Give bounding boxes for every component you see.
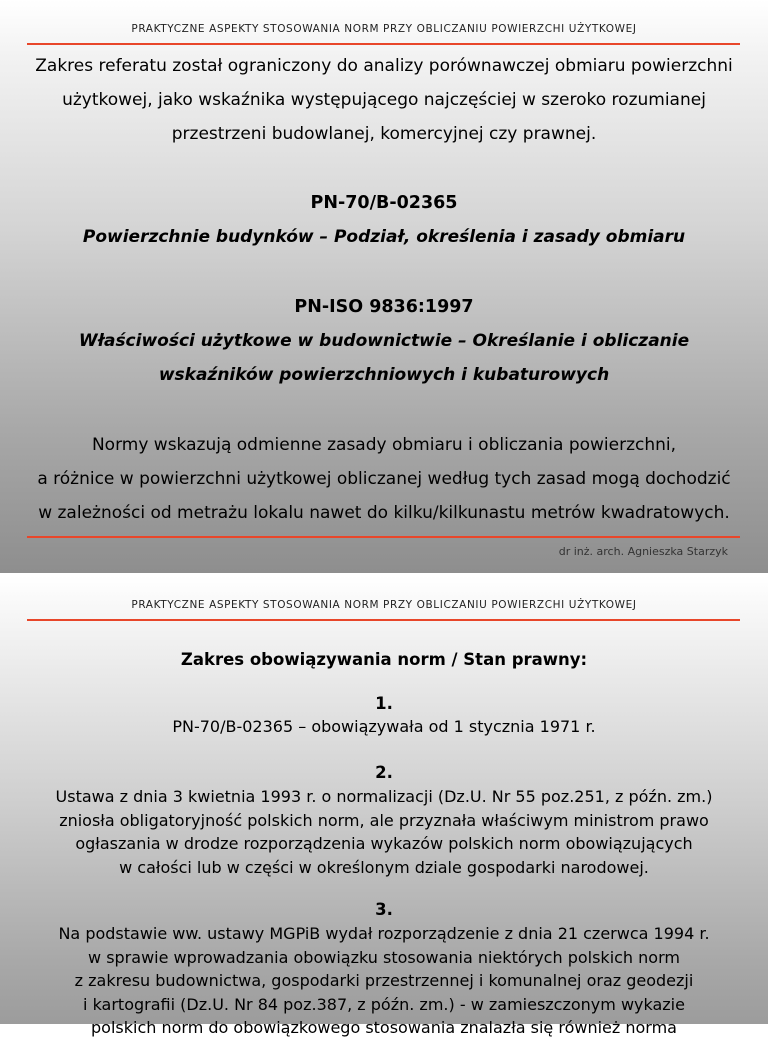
author-credit: dr inż. arch. Agnieszka Starzyk <box>558 545 728 558</box>
item-3-text <box>0 922 768 1040</box>
norm-2-title-line: wskaźników powierzchniowych i kubaturowych <box>158 365 610 385</box>
item-3-line: i kartografii (Dz.U. Nr 84 poz.387, z późn. zm.) - w zamieszczonym wykazie <box>83 994 685 1014</box>
item-1-line: PN-70/B-02365 – obowiązywała od 1 stycznia 1971 r. <box>172 717 596 736</box>
norm-2-code: PN-ISO 9836:1997 <box>294 297 474 317</box>
norm-1-title: Powierzchnie budynków – Podział, określenia i zasady obmiaru <box>82 227 686 247</box>
closing-line: Normy wskazują odmienne zasady obmiaru i obliczania powierzchni, <box>91 435 677 455</box>
closing-line: w zależności od metrażu lokalu nawet do kilku/kilkunastu metrów kwadratowych. <box>38 503 730 523</box>
slide-header: PRAKTYCZNE ASPEKTY STOSOWANIA NORM PRZY OBLICZANIU POWIERZCHI UŻYTKOWEJ <box>131 599 637 611</box>
item-2-text <box>0 785 768 879</box>
item-3-line: polskich norm do obowiązkowego stosowania znalazła się również norma <box>91 1018 677 1037</box>
item-3-line: w sprawie wprowadzania obowiązku stosowania niektórych polskich norm <box>88 947 680 967</box>
item-1-text <box>0 715 768 739</box>
item-3-line: Na podstawie ww. ustawy MGPiB wydał rozporządzenie z dnia 21 czerwca 1994 r. <box>58 924 710 943</box>
intro-line: Zakres referatu został ograniczony do analizy porównawczej obmiaru powierzchni <box>35 56 733 76</box>
intro-paragraph <box>0 49 768 151</box>
item-2-number: 2. <box>375 763 393 782</box>
slide-2 <box>0 576 768 1037</box>
norm-1-code: PN-70/B-02365 <box>310 193 458 213</box>
norm-2-title-line: Właściwości użytkowe w budownictwie – Określanie i obliczanie <box>78 331 690 351</box>
section-title: Zakres obowiązywania norm / Stan prawny: <box>180 650 588 669</box>
header-divider <box>27 43 740 45</box>
intro-line: użytkowej, jako wskaźnika występującego najczęściej w szeroko rozumianej <box>62 90 706 110</box>
intro-line: przestrzeni budowlanej, komercyjnej czy prawnej. <box>171 124 597 144</box>
item-1-number: 1. <box>375 694 393 713</box>
item-3-line: z zakresu budownictwa, gospodarki przestrzennej i komunalnej oraz geodezji <box>74 971 694 990</box>
item-2-line: ogłaszania w drodze rozporządzenia wykazów polskich norm obowiązujących <box>75 834 693 853</box>
slide-header: PRAKTYCZNE ASPEKTY STOSOWANIA NORM PRZY OBLICZANIU POWIERZCHI UŻYTKOWEJ <box>131 23 637 35</box>
item-3-number: 3. <box>375 900 393 919</box>
norm-2-title <box>0 324 768 392</box>
header-divider <box>27 619 740 621</box>
closing-paragraph <box>0 428 768 530</box>
item-2-line: Ustawa z dnia 3 kwietnia 1993 r. o normalizacji (Dz.U. Nr 55 poz.251, z późn. zm.) <box>55 787 713 806</box>
footer-divider <box>27 536 740 538</box>
item-2-line: zniosła obligatoryjność polskich norm, ale przyznała właściwym ministrom prawo <box>59 810 709 830</box>
item-2-line: w całości lub w części w określonym dziale gospodarki narodowej. <box>119 857 649 877</box>
closing-line: a różnice w powierzchni użytkowej obliczanej według tych zasad mogą dochodzić <box>37 469 731 489</box>
